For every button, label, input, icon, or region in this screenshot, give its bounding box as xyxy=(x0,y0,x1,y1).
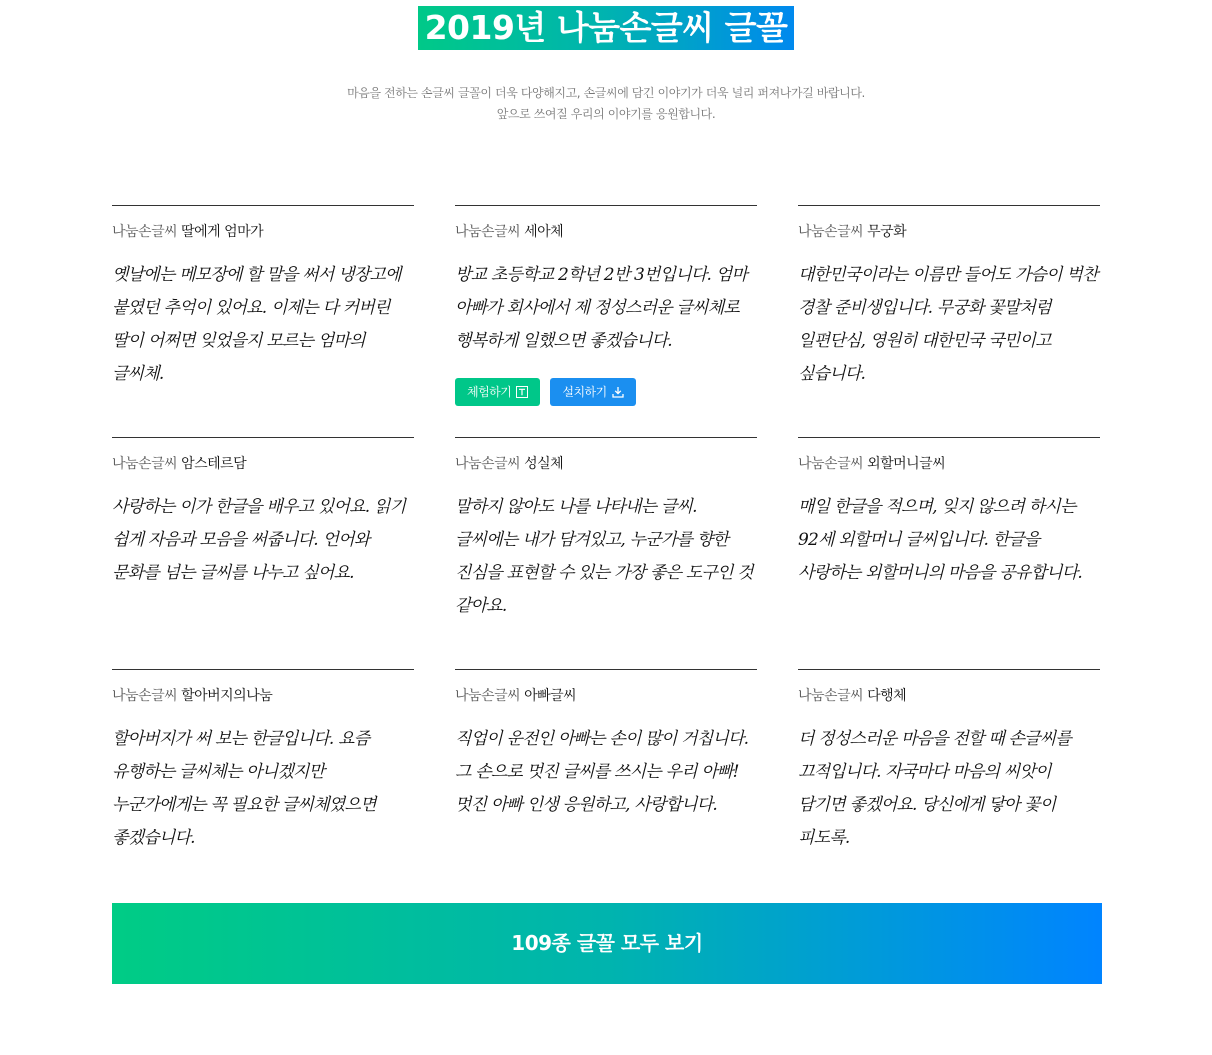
font-name: 딸에게 엄마가 xyxy=(181,224,264,240)
font-sample-text: 사랑하는 이가 한글을 배우고 있어요. 읽기 쉽게 자음과 모음을 써줍니다. 언어와 문화를 넘는 글씨를 나누고 싶어요. xyxy=(112,497,406,583)
font-card-appa[interactable] xyxy=(455,669,757,822)
font-card-title xyxy=(798,685,1100,705)
font-sample-text: 말하지 않아도 나를 나타내는 글씨. 글씨에는 내가 담겨있고, 누군가를 향한 진심을 표현할 수 있는 가장 좋은 도구인 것 같아요. xyxy=(455,497,753,616)
font-card-oehalmeoni[interactable] xyxy=(798,437,1100,590)
font-prefix: 나눔손글씨 xyxy=(798,456,864,472)
font-name: 암스테르담 xyxy=(181,456,247,472)
font-sample-text: 대한민국이라는 이름만 들어도 가슴이 벅찬 경찰 준비생입니다. 무궁화 꽃말처럼 일편단심, 영원히 대한민국 국민이고 싶습니다. xyxy=(798,265,1098,384)
font-name: 다행체 xyxy=(867,688,907,704)
font-card-title xyxy=(112,685,414,705)
font-card-dahaengche[interactable] xyxy=(798,669,1100,855)
font-card-title xyxy=(455,221,757,241)
font-card-title xyxy=(112,221,414,241)
install-font-label: 설치하기 xyxy=(562,385,607,399)
font-sample-text: 방교 초등학교 2학년 2반 3번입니다. 엄마 아빠가 회사에서 제 정성스러운 글씨체로 행복하게 일했으면 좋겠습니다. xyxy=(455,265,748,351)
font-name: 할아버지의나눔 xyxy=(181,688,273,704)
font-card-title xyxy=(798,221,1100,241)
font-prefix: 나눔손글씨 xyxy=(455,224,521,240)
font-prefix: 나눔손글씨 xyxy=(112,224,178,240)
font-prefix: 나눔손글씨 xyxy=(798,688,864,704)
font-prefix: 나눔손글씨 xyxy=(112,688,178,704)
font-prefix: 나눔손글씨 xyxy=(112,456,178,472)
intro-line-2: 앞으로 쓰여질 우리의 이야기를 응원합니다. xyxy=(496,107,716,121)
font-name: 세아체 xyxy=(524,224,564,240)
intro-text xyxy=(0,83,1212,125)
font-sample-text: 옛날에는 메모장에 할 말을 써서 냉장고에 붙였던 추억이 있어요. 이제는 다 커버린 딸이 어쩌면 잊었을지 모르는 엄마의 글씨체. xyxy=(112,265,401,384)
font-card-title xyxy=(112,453,414,473)
intro-line-1: 마음을 전하는 손글씨 글꼴이 더욱 다양해지고, 손글씨에 담긴 이야기가 더욱 널리 퍼져나가길 바랍니다. xyxy=(347,86,865,100)
font-card-ddal-ege-eommaga[interactable] xyxy=(112,205,414,391)
font-sample-text: 더 정성스러운 마음을 전할 때 손글씨를 끄적입니다. 자국마다 마음의 씨앗이 담기면 좋겠어요. 당신에게 닿아 꽃이 피도록. xyxy=(798,729,1071,848)
font-prefix: 나눔손글씨 xyxy=(798,224,864,240)
font-card-amsterdam[interactable] xyxy=(112,437,414,590)
font-card-title xyxy=(455,685,757,705)
text-box-icon xyxy=(516,386,528,398)
font-card-seache[interactable] xyxy=(455,205,757,406)
font-card-title xyxy=(798,453,1100,473)
font-sample-text: 할아버지가 써 보는 한글입니다. 요즘 유행하는 글씨체는 아니겠지만 누군가에게는 꼭 필요한 글씨체였으면 좋겠습니다. xyxy=(112,729,376,848)
page-title: 2019년 나눔손글씨 글꼴 xyxy=(418,6,795,50)
font-card-actions xyxy=(455,378,757,406)
page-title-wrapper xyxy=(0,6,1212,50)
font-name: 외할머니글씨 xyxy=(867,456,946,472)
font-card-seongsilche[interactable] xyxy=(455,437,757,623)
download-icon xyxy=(612,386,624,398)
font-sample-text: 직업이 운전인 아빠는 손이 많이 거칩니다. 그 손으로 멋진 글씨를 쓰시는 우리 아빠! 멋진 아빠 인생 응원하고, 사랑합니다. xyxy=(455,729,749,815)
font-name: 무궁화 xyxy=(867,224,907,240)
install-font-button[interactable] xyxy=(550,378,635,406)
font-name: 아빠글씨 xyxy=(524,688,577,704)
font-name: 성실체 xyxy=(524,456,564,472)
view-all-fonts-button[interactable]: 109종 글꼴 모두 보기 xyxy=(112,903,1102,984)
font-card-mugunghwa[interactable] xyxy=(798,205,1100,391)
font-card-title xyxy=(455,453,757,473)
font-card-harabeoji[interactable] xyxy=(112,669,414,855)
font-prefix: 나눔손글씨 xyxy=(455,456,521,472)
font-sample-text: 매일 한글을 적으며, 잊지 않으려 하시는 92세 외할머니 글씨입니다. 한글을 사랑하는 외할머니의 마음을 공유합니다. xyxy=(798,497,1082,583)
try-font-button[interactable] xyxy=(455,378,540,406)
font-prefix: 나눔손글씨 xyxy=(455,688,521,704)
try-font-label: 체험하기 xyxy=(467,385,512,399)
